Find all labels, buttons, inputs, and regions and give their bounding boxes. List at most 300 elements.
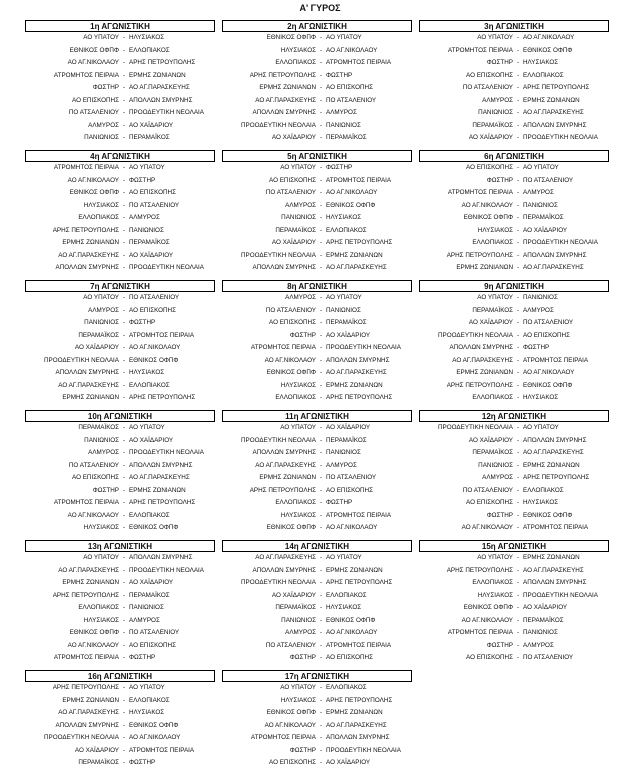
match-row — [25, 305, 215, 318]
away-team: ΑΟ ΑΓ.ΠΑΡΑΣΚΕΥΗΣ — [523, 449, 584, 456]
home-team: ΑΟ ΑΓ.ΠΑΡΑΣΚΕΥΗΣ — [255, 554, 316, 561]
match-separator: - — [516, 554, 520, 561]
away-team: ΠΕΡΑΜΑΪΚΟΣ — [129, 134, 170, 141]
away-team: ΑΤΡΟΜΗΤΟΣ ΠΕΙΡΑΙΑ — [523, 524, 589, 531]
away-team: ΠΑΝΙΩΝΙΟΣ — [326, 449, 361, 456]
away-team: ΑΟ ΑΓ.ΝΙΚΟΛΑΟΥ — [326, 46, 378, 54]
home-team: ΑΛΜΥΡΟΣ — [88, 121, 119, 129]
match-row — [419, 305, 609, 318]
home-team: ΗΛΥΣΙΑΚΟΣ — [280, 46, 316, 54]
away-team: ΕΛΛΟΠΙΑΚΟΣ — [523, 71, 564, 79]
match-separator: - — [122, 684, 126, 691]
match-separator: - — [122, 71, 126, 79]
round-header: 7η ΑΓΩΝΙΣΤΙΚΗ — [25, 280, 215, 292]
home-team: ΑΠΟΛΛΩΝ ΣΜΥΡΝΗΣ — [55, 264, 119, 271]
match-row — [419, 330, 609, 343]
away-team: ΑΡΗΣ ΠΕΤΡΟΥΠΟΛΗΣ — [129, 59, 196, 66]
away-team: ΑΟ ΑΓ.ΠΑΡΑΣΚΕΥΗΣ — [326, 264, 387, 271]
home-team: ΦΩΣΤΗΡ — [486, 511, 513, 519]
round-header: 9η ΑΓΩΝΙΣΤΙΚΗ — [419, 280, 609, 292]
match-row — [25, 682, 215, 695]
match-row — [25, 237, 215, 250]
away-team: ΠΕΡΑΜΑΪΚΟΣ — [326, 319, 367, 326]
match-separator: - — [319, 604, 323, 611]
away-team: ΑΟ ΥΠΑΤΟΥ — [326, 554, 362, 561]
match-row — [25, 497, 215, 510]
home-team: ΠΑΝΙΩΝΙΟΣ — [478, 461, 513, 469]
match-separator: - — [122, 109, 126, 116]
match-row — [25, 82, 215, 95]
match-row — [419, 317, 609, 330]
away-team: ΗΛΥΣΙΑΚΟΣ — [523, 59, 559, 66]
home-team: ΕΡΜΗΣ ΖΩΝΙΑΝΩΝ — [259, 84, 316, 91]
away-team: ΑΛΜΥΡΟΣ — [523, 306, 554, 314]
match-row — [25, 422, 215, 435]
match-row — [419, 120, 609, 133]
match-separator: - — [319, 189, 323, 196]
home-team: ΑΟ ΧΑΪΔΑΡΙΟΥ — [271, 591, 316, 599]
match-row — [419, 237, 609, 250]
match-separator: - — [516, 524, 520, 531]
match-row — [25, 472, 215, 485]
away-team: ΕΛΛΟΠΙΑΚΟΣ — [326, 226, 367, 234]
match-separator: - — [319, 641, 323, 649]
away-team: ΠΟ ΑΤΣΑΛΕΝΙΟΥ — [326, 96, 377, 104]
round-block — [222, 150, 412, 275]
match-row — [222, 187, 412, 200]
home-team: ΠΕΡΑΜΑΪΚΟΣ — [472, 449, 513, 456]
home-team: ΑΛΜΥΡΟΣ — [482, 96, 513, 104]
match-list — [419, 162, 609, 275]
match-row — [25, 200, 215, 213]
away-team: ΑΟ ΕΠΙΣΚΟΠΗΣ — [129, 641, 176, 649]
away-team: ΠΑΝΙΩΝΙΟΣ — [326, 306, 361, 314]
match-row — [25, 212, 215, 225]
away-team: ΠΟ ΑΤΣΑΛΕΝΙΟΥ — [523, 654, 574, 661]
match-row — [25, 640, 215, 653]
away-team: ΑΡΗΣ ΠΕΤΡΟΥΠΟΛΗΣ — [129, 499, 196, 506]
away-team: ΑΟ ΧΑΪΔΑΡΙΟΥ — [129, 121, 174, 129]
match-separator: - — [516, 34, 520, 41]
home-team: ΑΡΗΣ ΠΕΤΡΟΥΠΟΛΗΣ — [446, 251, 513, 259]
home-team: ΑΟ ΑΓ.ΠΑΡΑΣΚΕΥΗΣ — [58, 381, 119, 389]
match-separator: - — [516, 436, 520, 444]
match-separator: - — [516, 566, 520, 574]
away-team: ΕΡΜΗΣ ΖΩΝΙΑΝΩΝ — [523, 461, 580, 469]
match-separator: - — [319, 319, 323, 326]
home-team: ΑΛΜΥΡΟΣ — [285, 294, 316, 301]
away-team: ΠΑΝΙΩΝΙΟΣ — [523, 629, 558, 636]
match-separator: - — [516, 294, 520, 301]
match-row — [222, 212, 412, 225]
away-team: ΗΛΥΣΙΑΚΟΣ — [523, 499, 559, 506]
away-team: ΑΟ ΑΓ.ΝΙΚΟΛΑΟΥ — [129, 734, 181, 741]
away-team: ΦΩΣΤΗΡ — [129, 319, 156, 326]
match-row — [25, 107, 215, 120]
match-list — [419, 32, 609, 145]
home-team: ΠΟ ΑΤΣΑΛΕΝΙΟΥ — [462, 486, 513, 494]
away-team: ΕΛΛΟΠΙΑΚΟΣ — [129, 696, 170, 704]
match-row — [222, 485, 412, 498]
match-row — [222, 652, 412, 665]
match-row — [222, 380, 412, 393]
match-separator: - — [122, 226, 126, 234]
match-row — [419, 200, 609, 213]
home-team: ΑΤΡΟΜΗΤΟΣ ΠΕΙΡΑΙΑ — [53, 164, 119, 171]
away-team: ΗΛΥΣΙΑΚΟΣ — [326, 214, 362, 221]
match-separator: - — [516, 319, 520, 326]
home-team: ΑΡΗΣ ΠΕΤΡΟΥΠΟΛΗΣ — [52, 591, 119, 599]
match-row — [419, 262, 609, 275]
match-separator: - — [516, 306, 520, 314]
home-team: ΠΟ ΑΤΣΑΛΕΝΙΟΥ — [265, 189, 316, 196]
match-row — [222, 447, 412, 460]
away-team: ΕΛΛΟΠΙΑΚΟΣ — [129, 381, 170, 389]
round-block — [222, 280, 412, 405]
home-team: ΕΘΝΙΚΟΣ ΟΦΠΦ — [266, 369, 316, 376]
home-team: ΕΡΜΗΣ ΖΩΝΙΑΝΩΝ — [62, 579, 119, 586]
match-separator: - — [319, 511, 323, 519]
match-row — [222, 615, 412, 628]
match-row — [222, 732, 412, 745]
away-team: ΦΩΣΤΗΡ — [326, 71, 353, 79]
away-team: ΑΡΗΣ ΠΕΤΡΟΥΠΟΛΗΣ — [326, 696, 393, 704]
match-row — [25, 615, 215, 628]
away-team: ΕΡΜΗΣ ΖΩΝΙΑΝΩΝ — [326, 566, 383, 574]
match-separator: - — [319, 121, 323, 129]
match-row — [419, 485, 609, 498]
home-team: ΠΟ ΑΤΣΑΛΕΝΙΟΥ — [265, 641, 316, 649]
home-team: ΕΘΝΙΚΟΣ ΟΦΠΦ — [266, 709, 316, 716]
home-team: ΑΟ ΑΓ.ΝΙΚΟΛΑΟΥ — [67, 176, 119, 184]
home-team: ΠΟ ΑΤΣΑΛΕΝΙΟΥ — [68, 109, 119, 116]
match-separator: - — [122, 499, 126, 506]
match-row — [25, 745, 215, 758]
home-team: ΠΟ ΑΤΣΑΛΕΝΙΟΥ — [68, 461, 119, 469]
home-team: ΑΟ ΕΠΙΣΚΟΠΗΣ — [269, 176, 316, 184]
match-separator: - — [122, 461, 126, 469]
away-team: ΠΟ ΑΤΣΑΛΕΝΙΟΥ — [523, 319, 574, 326]
home-team: ΕΛΛΟΠΙΑΚΟΣ — [472, 239, 513, 246]
match-separator: - — [516, 449, 520, 456]
home-team: ΑΟ ΑΓ.ΠΑΡΑΣΚΕΥΗΣ — [255, 461, 316, 469]
away-team: ΑΡΗΣ ΠΕΤΡΟΥΠΟΛΗΣ — [523, 474, 590, 481]
match-row — [25, 732, 215, 745]
away-team: ΠΑΝΙΩΝΙΟΣ — [523, 294, 558, 301]
home-team: ΕΘΝΙΚΟΣ ΟΦΠΦ — [69, 189, 119, 196]
match-separator: - — [122, 239, 126, 246]
round-block — [25, 410, 215, 535]
away-team: ΦΩΣΤΗΡ — [129, 176, 156, 184]
match-row — [419, 32, 609, 45]
away-team: ΑΠΟΛΛΩΝ ΣΜΥΡΝΗΣ — [523, 579, 587, 586]
home-team: ΑΤΡΟΜΗΤΟΣ ΠΕΙΡΑΙΑ — [447, 46, 513, 54]
match-row — [222, 590, 412, 603]
match-separator: - — [516, 46, 520, 54]
home-team: ΑΟ ΕΠΙΣΚΟΠΗΣ — [269, 319, 316, 326]
round-header: 6η ΑΓΩΝΙΣΤΙΚΗ — [419, 150, 609, 162]
match-separator: - — [516, 356, 520, 364]
match-row — [25, 120, 215, 133]
home-team: ΑΡΗΣ ΠΕΤΡΟΥΠΟΛΗΣ — [446, 381, 513, 389]
match-separator: - — [516, 331, 520, 339]
match-separator: - — [122, 84, 126, 91]
home-team: ΗΛΥΣΙΑΚΟΣ — [477, 591, 513, 599]
match-separator: - — [319, 696, 323, 704]
match-separator: - — [122, 641, 126, 649]
match-list — [25, 162, 215, 275]
away-team: ΑΟ ΑΓ.ΠΑΡΑΣΚΕΥΗΣ — [129, 84, 190, 91]
match-row — [222, 707, 412, 720]
home-team: ΑΟ ΑΓ.ΠΑΡΑΣΚΕΥΗΣ — [58, 566, 119, 574]
match-separator: - — [319, 356, 323, 364]
home-team: ΑΟ ΥΠΑΤΟΥ — [477, 554, 513, 561]
away-team: ΑΟ ΑΓ.ΝΙΚΟΛΑΟΥ — [523, 369, 575, 376]
away-team: ΠΕΡΑΜΑΪΚΟΣ — [326, 134, 367, 141]
away-team: ΑΛΜΥΡΟΣ — [523, 641, 554, 649]
home-team: ΠΡΟΟΔΕΥΤΙΚΗ ΝΕΟΛΑΙΑ — [438, 331, 513, 339]
round-block — [222, 540, 412, 665]
away-team: ΑΟ ΥΠΑΤΟΥ — [326, 294, 362, 301]
match-row — [25, 565, 215, 578]
match-row — [222, 82, 412, 95]
match-row — [25, 70, 215, 83]
home-team: ΕΛΛΟΠΙΑΚΟΣ — [275, 59, 316, 66]
match-separator: - — [122, 616, 126, 624]
home-team: ΑΠΟΛΛΩΝ ΣΜΥΡΝΗΣ — [252, 449, 316, 456]
match-row — [25, 262, 215, 275]
round-block — [419, 280, 609, 405]
match-list — [222, 162, 412, 275]
away-team: ΑΟ ΥΠΑΤΟΥ — [129, 164, 165, 171]
match-list — [419, 292, 609, 405]
match-separator: - — [319, 344, 323, 351]
away-team: ΠΑΝΙΩΝΙΟΣ — [129, 604, 164, 611]
home-team: ΕΛΛΟΠΙΑΚΟΣ — [78, 604, 119, 611]
home-team: ΠΡΟΟΔΕΥΤΙΚΗ ΝΕΟΛΑΙΑ — [241, 251, 316, 259]
home-team: ΕΡΜΗΣ ΖΩΝΙΑΝΩΝ — [62, 696, 119, 704]
away-team: ΑΤΡΟΜΗΤΟΣ ΠΕΙΡΑΙΑ — [326, 176, 392, 184]
away-team: ΑΠΟΛΛΩΝ ΣΜΥΡΝΗΣ — [523, 251, 587, 259]
away-team: ΑΠΟΛΛΩΝ ΣΜΥΡΝΗΣ — [523, 121, 587, 129]
match-row — [222, 497, 412, 510]
match-row — [419, 510, 609, 523]
match-row — [419, 615, 609, 628]
match-list — [25, 32, 215, 145]
match-separator: - — [516, 201, 520, 209]
match-separator: - — [122, 201, 126, 209]
away-team: ΑΤΡΟΜΗΤΟΣ ΠΕΙΡΑΙΑ — [326, 59, 392, 66]
home-team: ΕΡΜΗΣ ΖΩΝΙΑΝΩΝ — [62, 394, 119, 401]
match-separator: - — [516, 499, 520, 506]
match-row — [222, 510, 412, 523]
round-header: 1η ΑΓΩΝΙΣΤΙΚΗ — [25, 20, 215, 32]
away-team: ΑΛΜΥΡΟΣ — [523, 189, 554, 196]
match-separator: - — [516, 96, 520, 104]
away-team: ΠΡΟΟΔΕΥΤΙΚΗ ΝΕΟΛΑΙΑ — [523, 591, 598, 599]
home-team: ΠΑΝΙΩΝΙΟΣ — [281, 616, 316, 624]
match-row — [419, 107, 609, 120]
match-separator: - — [319, 721, 323, 729]
match-separator: - — [516, 84, 520, 91]
match-list — [25, 682, 215, 770]
match-separator: - — [516, 369, 520, 376]
home-team: ΑΟ ΑΓ.ΝΙΚΟΛΑΟΥ — [264, 356, 316, 364]
match-separator: - — [122, 319, 126, 326]
away-team: ΕΘΝΙΚΟΣ ΟΦΠΦ — [326, 616, 376, 624]
match-separator: - — [122, 394, 126, 401]
match-row — [419, 552, 609, 565]
match-separator: - — [319, 524, 323, 531]
home-team: ΠΑΝΙΩΝΙΟΣ — [84, 134, 119, 141]
away-team: ΕΡΜΗΣ ΖΩΝΙΑΝΩΝ — [523, 96, 580, 104]
home-team: ΗΛΥΣΙΑΚΟΣ — [280, 381, 316, 389]
match-row — [419, 577, 609, 590]
home-team: ΑΛΜΥΡΟΣ — [88, 306, 119, 314]
match-separator: - — [122, 654, 126, 661]
match-row — [419, 355, 609, 368]
match-row — [222, 237, 412, 250]
away-team: ΗΛΥΣΙΑΚΟΣ — [129, 369, 165, 376]
match-row — [25, 510, 215, 523]
home-team: ΑΡΗΣ ΠΕΤΡΟΥΠΟΛΗΣ — [446, 566, 513, 574]
away-team: ΑΟ ΥΠΑΤΟΥ — [326, 34, 362, 41]
home-team: ΑΡΗΣ ΠΕΤΡΟΥΠΟΛΗΣ — [52, 226, 119, 234]
home-team: ΑΟ ΧΑΪΔΑΡΙΟΥ — [74, 746, 119, 754]
match-separator: - — [122, 579, 126, 586]
match-separator: - — [516, 71, 520, 79]
match-separator: - — [516, 654, 520, 661]
match-separator: - — [122, 34, 126, 41]
match-separator: - — [122, 369, 126, 376]
home-team: ΑΟ ΥΠΑΤΟΥ — [280, 164, 316, 171]
home-team: ΦΩΣΤΗΡ — [289, 654, 316, 661]
home-team: ΦΩΣΤΗΡ — [486, 176, 513, 184]
match-row — [222, 262, 412, 275]
round-header: 4η ΑΓΩΝΙΣΤΙΚΗ — [25, 150, 215, 162]
match-row — [419, 292, 609, 305]
round-header: 5η ΑΓΩΝΙΣΤΙΚΗ — [222, 150, 412, 162]
match-row — [419, 447, 609, 460]
home-team: ΠΑΝΙΩΝΙΟΣ — [478, 109, 513, 116]
match-separator: - — [319, 226, 323, 234]
away-team: ΕΛΛΟΠΙΑΚΟΣ — [523, 486, 564, 494]
home-team: ΑΟ ΥΠΑΤΟΥ — [83, 34, 119, 41]
match-row — [222, 175, 412, 188]
away-team: ΑΟ ΧΑΪΔΑΡΙΟΥ — [523, 226, 568, 234]
home-team: ΦΩΣΤΗΡ — [289, 331, 316, 339]
home-team: ΠΕΡΑΜΑΪΚΟΣ — [275, 604, 316, 611]
match-row — [25, 250, 215, 263]
home-team: ΠΟ ΑΤΣΑΛΕΝΙΟΥ — [462, 84, 513, 91]
home-team: ΠΡΟΟΔΕΥΤΙΚΗ ΝΕΟΛΑΙΑ — [44, 356, 119, 364]
away-team: ΕΘΝΙΚΟΣ ΟΦΠΦ — [523, 381, 573, 389]
match-separator: - — [516, 134, 520, 141]
away-team: ΑΡΗΣ ΠΕΤΡΟΥΠΟΛΗΣ — [326, 239, 393, 246]
match-row — [25, 355, 215, 368]
home-team: ΑΟ ΕΠΙΣΚΟΠΗΣ — [466, 164, 513, 171]
home-team: ΑΟ ΕΠΙΣΚΟΠΗΣ — [72, 96, 119, 104]
home-team: ΑΠΟΛΛΩΝ ΣΜΥΡΝΗΣ — [252, 264, 316, 271]
match-separator: - — [319, 251, 323, 259]
match-separator: - — [516, 214, 520, 221]
match-row — [419, 57, 609, 70]
home-team: ΠΡΟΟΔΕΥΤΙΚΗ ΝΕΟΛΑΙΑ — [241, 436, 316, 444]
home-team: ΑΟ ΑΓ.ΠΑΡΑΣΚΕΥΗΣ — [255, 96, 316, 104]
home-team: ΑΟ ΥΠΑΤΟΥ — [83, 294, 119, 301]
round-header: 14η ΑΓΩΝΙΣΤΙΚΗ — [222, 540, 412, 552]
match-separator: - — [122, 474, 126, 481]
match-row — [419, 522, 609, 535]
home-team: ΑΟ ΥΠΑΤΟΥ — [280, 684, 316, 691]
match-row — [25, 330, 215, 343]
match-separator: - — [319, 629, 323, 636]
round-block — [25, 540, 215, 665]
match-row — [222, 577, 412, 590]
match-separator: - — [122, 604, 126, 611]
match-separator: - — [319, 616, 323, 624]
match-list — [25, 292, 215, 405]
match-separator: - — [122, 709, 126, 716]
away-team: ΕΛΛΟΠΙΑΚΟΣ — [326, 684, 367, 691]
away-team: ΠΡΟΟΔΕΥΤΙΚΗ ΝΕΟΛΑΙΑ — [129, 449, 204, 456]
match-separator: - — [516, 264, 520, 271]
match-row — [25, 522, 215, 535]
match-row — [419, 82, 609, 95]
home-team: ΑΤΡΟΜΗΤΟΣ ΠΕΙΡΑΙΑ — [250, 734, 316, 741]
away-team: ΑΛΜΥΡΟΣ — [326, 461, 357, 469]
match-separator: - — [122, 486, 126, 494]
match-row — [222, 472, 412, 485]
match-row — [419, 652, 609, 665]
home-team: ΠΕΡΑΜΑΪΚΟΣ — [472, 121, 513, 129]
match-separator: - — [516, 226, 520, 234]
round-block — [419, 410, 609, 535]
match-row — [222, 305, 412, 318]
home-team: ΕΡΜΗΣ ΖΩΝΙΑΝΩΝ — [62, 239, 119, 246]
match-separator: - — [319, 709, 323, 716]
match-row — [25, 32, 215, 45]
match-separator: - — [122, 189, 126, 196]
home-team: ΑΛΜΥΡΟΣ — [285, 629, 316, 636]
match-row — [25, 367, 215, 380]
away-team: ΠΡΟΟΔΕΥΤΙΚΗ ΝΕΟΛΑΙΑ — [326, 344, 401, 351]
home-team: ΦΩΣΤΗΡ — [289, 746, 316, 754]
match-row — [25, 380, 215, 393]
away-team: ΑΟ ΑΓ.ΠΑΡΑΣΚΕΥΗΣ — [129, 474, 190, 481]
match-row — [25, 132, 215, 145]
match-row — [25, 485, 215, 498]
match-row — [419, 250, 609, 263]
match-row — [222, 745, 412, 758]
match-separator: - — [319, 214, 323, 221]
match-separator: - — [516, 381, 520, 389]
away-team: ΑΠΟΛΛΩΝ ΣΜΥΡΝΗΣ — [326, 734, 390, 741]
match-row — [419, 460, 609, 473]
home-team: ΑΟ ΑΓ.ΝΙΚΟΛΑΟΥ — [461, 201, 513, 209]
match-separator: - — [319, 331, 323, 339]
match-separator: - — [516, 251, 520, 259]
away-team: ΠΟ ΑΤΣΑΛΕΝΙΟΥ — [129, 294, 180, 301]
match-separator: - — [319, 59, 323, 66]
match-separator: - — [516, 616, 520, 624]
match-row — [222, 757, 412, 770]
match-separator: - — [516, 461, 520, 469]
match-row — [222, 120, 412, 133]
match-row — [25, 652, 215, 665]
home-team: ΗΛΥΣΙΑΚΟΣ — [477, 226, 513, 234]
match-separator: - — [319, 654, 323, 661]
